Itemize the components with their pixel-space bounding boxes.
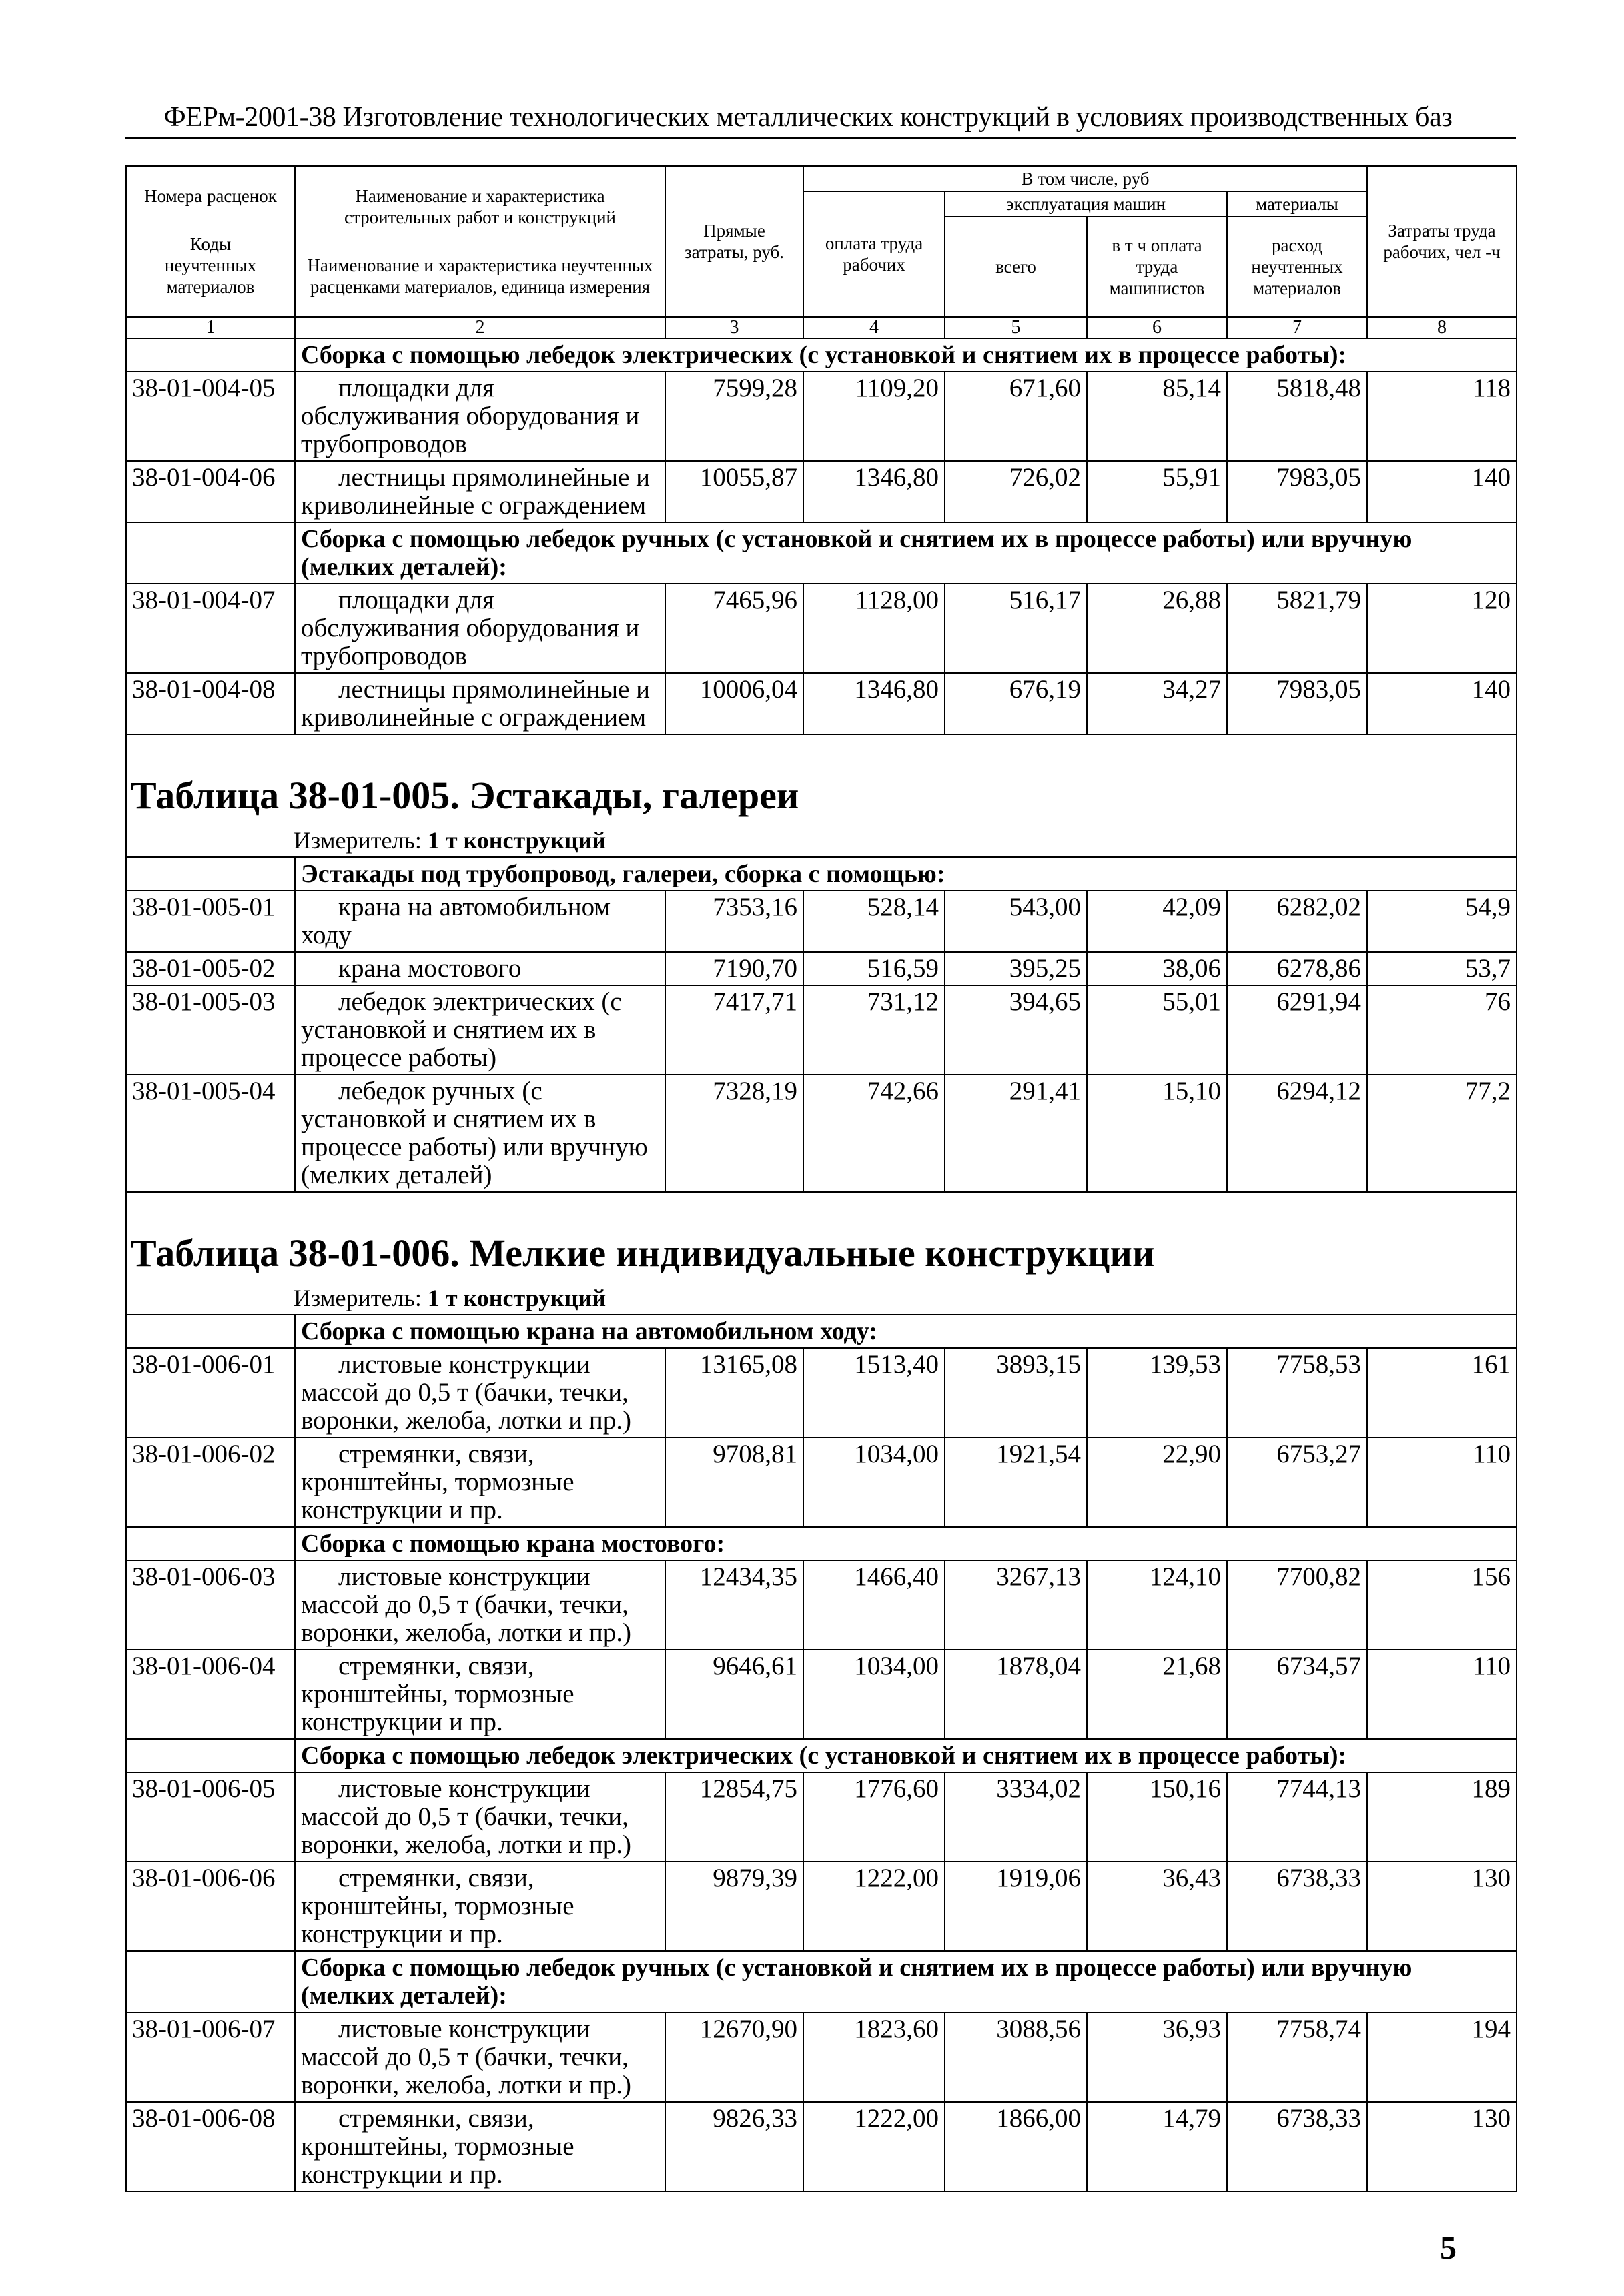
section-row	[126, 1315, 1517, 1348]
column-index-2: 2	[295, 317, 665, 338]
labor-wages-cell: 1466,40	[803, 1560, 945, 1650]
labor-wages-cell: 528,14	[803, 891, 945, 952]
machines-total-cell: 394,65	[945, 985, 1087, 1075]
work-name-cell	[295, 985, 665, 1075]
work-name-text: лестницы прямолинейные и криволинейные с ограждением	[301, 675, 651, 732]
machines-total-cell: 1921,54	[945, 1438, 1087, 1527]
table-row	[126, 952, 1517, 985]
table-title-row	[126, 734, 1517, 857]
direct-costs-cell: 10055,87	[665, 461, 803, 522]
machinists-wages-cell: 38,06	[1087, 952, 1227, 985]
header-col1-bottom: Коды неучтенных материалов	[164, 234, 257, 297]
direct-costs-cell: 12854,75	[665, 1772, 803, 1862]
materials-consumption-cell: 7758,74	[1227, 2013, 1367, 2102]
machines-total-cell: 291,41	[945, 1075, 1087, 1192]
machines-total-cell: 395,25	[945, 952, 1087, 985]
machinists-wages-cell: 55,91	[1087, 461, 1227, 522]
section-blank-cell	[126, 1739, 295, 1772]
labor-wages-cell: 1346,80	[803, 461, 945, 522]
materials-consumption-cell: 6734,57	[1227, 1650, 1367, 1739]
section-blank-cell	[126, 338, 295, 372]
machinists-wages-cell: 34,27	[1087, 673, 1227, 734]
labor-wages-cell: 1034,00	[803, 1650, 945, 1739]
table-title: Таблица 38-01-005. Эстакады, галереи	[131, 774, 799, 817]
machinists-wages-cell: 150,16	[1087, 1772, 1227, 1862]
rate-code-cell: 38-01-004-05	[126, 372, 295, 461]
table-title-cell	[126, 734, 1517, 857]
column-index-3: 3	[665, 317, 803, 338]
machines-total-cell: 3267,13	[945, 1560, 1087, 1650]
header-col6: в т ч оплата труда машинистов	[1087, 217, 1227, 317]
header-machines: эксплуатация машин	[945, 191, 1227, 217]
rate-code-cell: 38-01-005-04	[126, 1075, 295, 1192]
machinists-wages-cell: 85,14	[1087, 372, 1227, 461]
direct-costs-cell: 12434,35	[665, 1560, 803, 1650]
machines-total-cell: 1878,04	[945, 1650, 1087, 1739]
machinists-wages-cell: 21,68	[1087, 1650, 1227, 1739]
work-name-text: листовые конструкции массой до 0,5 т (бачки, течки, воронки, желоба, лотки и пр.)	[301, 2015, 631, 2099]
column-index-4: 4	[803, 317, 945, 338]
section-row	[126, 857, 1517, 891]
table-title: Таблица 38-01-006. Мелкие индивидуальные конструкции	[131, 1231, 1155, 1275]
machines-total-cell: 1919,06	[945, 1862, 1087, 1951]
section-heading: Эстакады под трубопровод, галереи, сборка с помощью:	[295, 857, 1517, 891]
table-row	[126, 1075, 1517, 1192]
section-blank-cell	[126, 1951, 295, 2013]
direct-costs-cell: 9708,81	[665, 1438, 803, 1527]
labor-hours-cell: 194	[1367, 2013, 1517, 2102]
materials-consumption-cell: 6738,33	[1227, 1862, 1367, 1951]
header-col1-top: Номера расценок	[144, 186, 277, 206]
table-row	[126, 673, 1517, 734]
section-blank-cell	[126, 857, 295, 891]
work-name-text: лестницы прямолинейные и криволинейные с ограждением	[301, 463, 651, 520]
header-col3: Прямые затраты, руб.	[665, 166, 803, 317]
direct-costs-cell: 9646,61	[665, 1650, 803, 1739]
work-name-cell	[295, 461, 665, 522]
table-row	[126, 372, 1517, 461]
machines-total-cell: 676,19	[945, 673, 1087, 734]
machines-total-cell: 726,02	[945, 461, 1087, 522]
work-name-text: крана мостового	[338, 954, 522, 983]
labor-wages-cell: 1776,60	[803, 1772, 945, 1862]
header-col2-top: Наименование и характеристика строительных работ и конструкций	[344, 186, 616, 227]
materials-consumption-cell: 5821,79	[1227, 584, 1367, 673]
work-name-text: лебедок электрических (с установкой и снятием их в процессе работы)	[301, 987, 622, 1072]
labor-hours-cell: 156	[1367, 1560, 1517, 1650]
direct-costs-cell: 13165,08	[665, 1348, 803, 1438]
materials-consumption-cell: 7744,13	[1227, 1772, 1367, 1862]
table-title-cell	[126, 1192, 1517, 1315]
section-heading: Сборка с помощью лебедок электрических (с установкой и снятием их в процессе работы):	[295, 338, 1517, 372]
header-row-1	[126, 166, 1517, 191]
work-name-text: площадки для обслуживания оборудования и трубопроводов	[301, 586, 640, 670]
table-row	[126, 891, 1517, 952]
rate-code-cell: 38-01-006-07	[126, 2013, 295, 2102]
materials-consumption-cell: 5818,48	[1227, 372, 1367, 461]
materials-consumption-cell: 6753,27	[1227, 1438, 1367, 1527]
rates-table	[125, 165, 1517, 2192]
rate-code-cell: 38-01-005-01	[126, 891, 295, 952]
labor-hours-cell: 130	[1367, 1862, 1517, 1951]
section-blank-cell	[126, 1527, 295, 1560]
work-name-cell	[295, 584, 665, 673]
column-index-row	[126, 317, 1517, 338]
table-row	[126, 2102, 1517, 2191]
materials-consumption-cell: 7983,05	[1227, 673, 1367, 734]
work-name-text: площадки для обслуживания оборудования и трубопроводов	[301, 374, 640, 458]
direct-costs-cell: 7353,16	[665, 891, 803, 952]
labor-wages-cell: 742,66	[803, 1075, 945, 1192]
rate-code-cell: 38-01-004-07	[126, 584, 295, 673]
table-row	[126, 584, 1517, 673]
materials-consumption-cell: 6278,86	[1227, 952, 1367, 985]
rate-code-cell: 38-01-006-04	[126, 1650, 295, 1739]
section-row	[126, 338, 1517, 372]
rate-code-cell: 38-01-004-08	[126, 673, 295, 734]
labor-wages-cell: 1222,00	[803, 1862, 945, 1951]
rate-code-cell: 38-01-006-08	[126, 2102, 295, 2191]
work-name-text: листовые конструкции массой до 0,5 т (бачки, течки, воронки, желоба, лотки и пр.)	[301, 1774, 631, 1859]
table-row	[126, 1772, 1517, 1862]
labor-hours-cell: 130	[1367, 2102, 1517, 2191]
work-name-cell	[295, 1075, 665, 1192]
materials-consumption-cell: 7758,53	[1227, 1348, 1367, 1438]
header-col1	[126, 166, 295, 317]
labor-wages-cell: 1034,00	[803, 1438, 945, 1527]
work-name-cell	[295, 1560, 665, 1650]
title-divider	[125, 137, 1516, 139]
machinists-wages-cell: 15,10	[1087, 1075, 1227, 1192]
work-name-cell	[295, 1438, 665, 1527]
labor-wages-cell: 1222,00	[803, 2102, 945, 2191]
table-row	[126, 1560, 1517, 1650]
work-name-text: листовые конструкции массой до 0,5 т (бачки, течки, воронки, желоба, лотки и пр.)	[301, 1562, 631, 1647]
labor-hours-cell: 140	[1367, 461, 1517, 522]
table-row	[126, 985, 1517, 1075]
machinists-wages-cell: 14,79	[1087, 2102, 1227, 2191]
direct-costs-cell: 9879,39	[665, 1862, 803, 1951]
labor-wages-cell: 1513,40	[803, 1348, 945, 1438]
machines-total-cell: 671,60	[945, 372, 1087, 461]
labor-wages-cell: 1823,60	[803, 2013, 945, 2102]
work-name-cell	[295, 952, 665, 985]
work-name-text: стремянки, связи, кронштейны, тормозные конструкции и пр.	[301, 1864, 574, 1948]
labor-hours-cell: 53,7	[1367, 952, 1517, 985]
rate-code-cell: 38-01-004-06	[126, 461, 295, 522]
work-name-cell	[295, 372, 665, 461]
section-heading: Сборка с помощью лебедок электрических (с установкой и снятием их в процессе работы):	[295, 1739, 1517, 1772]
direct-costs-cell: 10006,04	[665, 673, 803, 734]
work-name-text: стремянки, связи, кронштейны, тормозные конструкции и пр.	[301, 1652, 574, 1736]
machines-total-cell: 543,00	[945, 891, 1087, 952]
machines-total-cell: 3088,56	[945, 2013, 1087, 2102]
section-heading: Сборка с помощью крана на автомобильном ходу:	[295, 1315, 1517, 1348]
labor-hours-cell: 140	[1367, 673, 1517, 734]
machines-total-cell: 3334,02	[945, 1772, 1087, 1862]
materials-consumption-cell: 7983,05	[1227, 461, 1367, 522]
table-row	[126, 2013, 1517, 2102]
labor-wages-cell: 1128,00	[803, 584, 945, 673]
page-number: 5	[1440, 2229, 1457, 2266]
materials-consumption-cell: 6282,02	[1227, 891, 1367, 952]
rate-code-cell: 38-01-005-03	[126, 985, 295, 1075]
work-name-cell	[295, 891, 665, 952]
labor-hours-cell: 161	[1367, 1348, 1517, 1438]
materials-consumption-cell: 7700,82	[1227, 1560, 1367, 1650]
labor-hours-cell: 110	[1367, 1438, 1517, 1527]
labor-hours-cell: 54,9	[1367, 891, 1517, 952]
rate-code-cell: 38-01-006-06	[126, 1862, 295, 1951]
measure-unit-value: 1 т конструкций	[427, 1285, 606, 1311]
table-row	[126, 1438, 1517, 1527]
work-name-cell	[295, 673, 665, 734]
section-heading: Сборка с помощью лебедок ручных (с установкой и снятием их в процессе работы) или вручную (мелких деталей):	[295, 522, 1517, 584]
section-row	[126, 1951, 1517, 2013]
work-name-cell	[295, 2102, 665, 2191]
direct-costs-cell: 12670,90	[665, 2013, 803, 2102]
header-col2	[295, 166, 665, 317]
labor-wages-cell: 1109,20	[803, 372, 945, 461]
labor-hours-cell: 77,2	[1367, 1075, 1517, 1192]
rate-code-cell: 38-01-006-03	[126, 1560, 295, 1650]
direct-costs-cell: 9826,33	[665, 2102, 803, 2191]
section-heading: Сборка с помощью лебедок ручных (с установкой и снятием их в процессе работы) или вручную (мелких деталей):	[295, 1951, 1517, 2013]
column-index-1: 1	[126, 317, 295, 338]
machinists-wages-cell: 42,09	[1087, 891, 1227, 952]
machinists-wages-cell: 22,90	[1087, 1438, 1227, 1527]
section-heading: Сборка с помощью крана мостового:	[295, 1527, 1517, 1560]
header-col5: всего	[945, 217, 1087, 317]
measure-unit-line	[127, 1283, 1516, 1314]
rate-code-cell: 38-01-005-02	[126, 952, 295, 985]
machinists-wages-cell: 36,43	[1087, 1862, 1227, 1951]
labor-hours-cell: 76	[1367, 985, 1517, 1075]
labor-wages-cell: 1346,80	[803, 673, 945, 734]
measure-unit-label: Измеритель:	[294, 827, 422, 854]
measure-unit-line	[127, 826, 1516, 856]
measure-unit-value: 1 т конструкций	[427, 827, 606, 854]
labor-hours-cell: 120	[1367, 584, 1517, 673]
work-name-text: стремянки, связи, кронштейны, тормозные конструкции и пр.	[301, 2104, 574, 2189]
work-name-cell	[295, 2013, 665, 2102]
header-col2-bottom: Наименование и характеристика неучтенных расценками материалов, единица измерения	[307, 255, 653, 297]
labor-hours-cell: 110	[1367, 1650, 1517, 1739]
materials-consumption-cell: 6294,12	[1227, 1075, 1367, 1192]
labor-hours-cell: 189	[1367, 1772, 1517, 1862]
direct-costs-cell: 7190,70	[665, 952, 803, 985]
labor-hours-cell: 118	[1367, 372, 1517, 461]
machinists-wages-cell: 139,53	[1087, 1348, 1227, 1438]
table-row	[126, 1348, 1517, 1438]
section-row	[126, 1527, 1517, 1560]
materials-consumption-cell: 6291,94	[1227, 985, 1367, 1075]
work-name-text: лебедок ручных (с установкой и снятием их в процессе работы) или вручную (мелких деталей)	[301, 1077, 648, 1189]
direct-costs-cell: 7465,96	[665, 584, 803, 673]
direct-costs-cell: 7417,71	[665, 985, 803, 1075]
work-name-cell	[295, 1772, 665, 1862]
table-row	[126, 461, 1517, 522]
labor-wages-cell: 731,12	[803, 985, 945, 1075]
direct-costs-cell: 7599,28	[665, 372, 803, 461]
machines-total-cell: 516,17	[945, 584, 1087, 673]
header-col4: оплата труда рабочих	[803, 191, 945, 317]
machines-total-cell: 1866,00	[945, 2102, 1087, 2191]
column-index-7: 7	[1227, 317, 1367, 338]
section-blank-cell	[126, 522, 295, 584]
work-name-cell	[295, 1348, 665, 1438]
materials-consumption-cell: 6738,33	[1227, 2102, 1367, 2191]
work-name-text: крана на автомобильном ходу	[301, 893, 611, 949]
header-group: В том числе, руб	[803, 166, 1367, 191]
rate-code-cell: 38-01-006-05	[126, 1772, 295, 1862]
direct-costs-cell: 7328,19	[665, 1075, 803, 1192]
column-index-6: 6	[1087, 317, 1227, 338]
section-row	[126, 1739, 1517, 1772]
work-name-cell	[295, 1650, 665, 1739]
header-col7: расход неучтенных материалов	[1227, 217, 1367, 317]
rate-code-cell: 38-01-006-01	[126, 1348, 295, 1438]
section-blank-cell	[126, 1315, 295, 1348]
section-row	[126, 522, 1517, 584]
measure-unit-label: Измеритель:	[294, 1285, 422, 1311]
machinists-wages-cell: 36,93	[1087, 2013, 1227, 2102]
work-name-text: листовые конструкции массой до 0,5 т (бачки, течки, воронки, желоба, лотки и пр.)	[301, 1350, 631, 1435]
header-materials: материалы	[1227, 191, 1367, 217]
rate-code-cell: 38-01-006-02	[126, 1438, 295, 1527]
machines-total-cell: 3893,15	[945, 1348, 1087, 1438]
column-index-5: 5	[945, 317, 1087, 338]
rates-table-container	[125, 165, 1516, 2192]
table-title-row	[126, 1192, 1517, 1315]
table-row	[126, 1862, 1517, 1951]
machinists-wages-cell: 55,01	[1087, 985, 1227, 1075]
table-row	[126, 1650, 1517, 1739]
work-name-cell	[295, 1862, 665, 1951]
labor-wages-cell: 516,59	[803, 952, 945, 985]
machinists-wages-cell: 26,88	[1087, 584, 1227, 673]
header-col8: Затраты труда рабочих, чел -ч	[1367, 166, 1517, 317]
page-title: ФЕРм-2001-38 Изготовление технологических металлических конструкций в условиях производственных баз	[163, 102, 1453, 133]
work-name-text: стремянки, связи, кронштейны, тормозные конструкции и пр.	[301, 1440, 574, 1524]
column-index-8: 8	[1367, 317, 1517, 338]
machinists-wages-cell: 124,10	[1087, 1560, 1227, 1650]
